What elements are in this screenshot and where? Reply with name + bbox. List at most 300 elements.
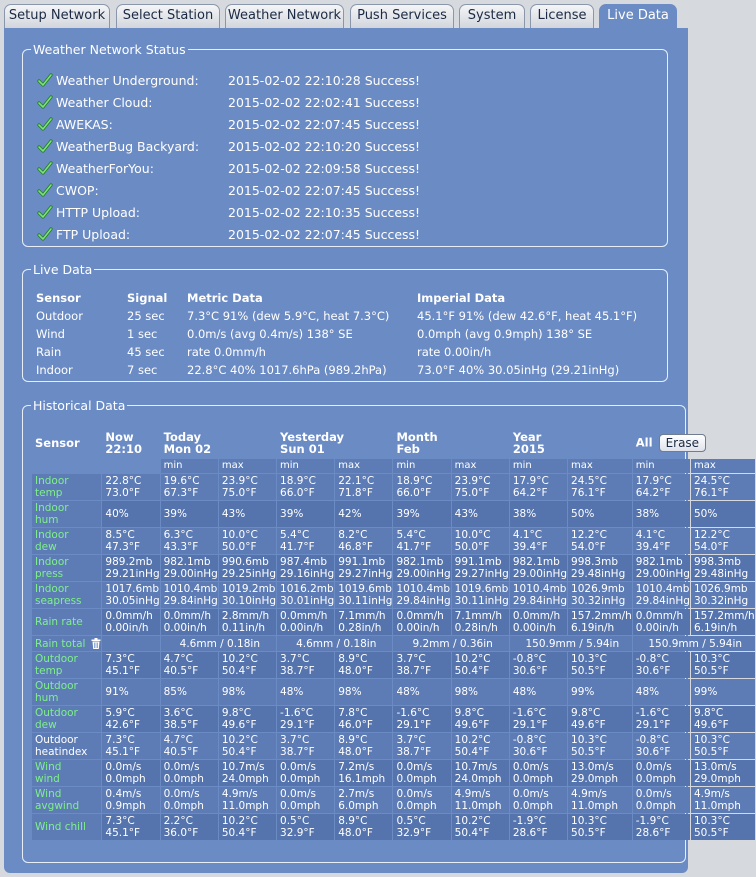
cell-line: 50.4°F: [454, 665, 490, 677]
cell-line: 50.4°F: [221, 827, 257, 839]
min-value: [510, 501, 567, 527]
hist-row-label: [32, 679, 101, 705]
now-value: [102, 814, 159, 840]
min-value: [393, 582, 450, 608]
cell-line: Wind chill: [35, 821, 86, 833]
cell-line: 38.7°F: [396, 665, 432, 677]
min-value: [633, 555, 690, 581]
max-value: [452, 582, 509, 608]
max-value: [335, 555, 392, 581]
cell-line: 30.32inHg: [571, 595, 626, 607]
cell-line: 9.8°C: [454, 707, 484, 719]
hist-row-label: [32, 760, 101, 786]
cell-line: 39.4°F: [635, 541, 671, 553]
cell-line: 0.11in/h: [221, 622, 265, 634]
cell-line: 998.3mb: [571, 556, 618, 568]
cell-line: 10.3°C: [693, 734, 730, 746]
period-sublabel: Mon 02: [163, 442, 212, 456]
live-signal-value: 1 sec: [127, 327, 158, 341]
cell-line: 39%: [396, 508, 420, 520]
cell-line: 0.0m/s: [635, 788, 672, 800]
live-imperial-value: 45.1°F 91% (dew 42.6°F, heat 45.1°F): [417, 309, 638, 323]
max-value: [219, 555, 276, 581]
cell-line: 4.9m/s: [693, 788, 730, 800]
cell-line: 18.9°C: [396, 475, 433, 487]
cell-line: 50.5°F: [571, 746, 606, 758]
min-value: [393, 474, 450, 500]
checkmark-icon: [37, 160, 53, 176]
cell-line: 29.00inHg: [635, 568, 690, 580]
cell-line: 3.7°C: [396, 734, 426, 746]
hist-header-sensor: Sensor: [35, 436, 80, 450]
cell-line: 991.1mb: [338, 556, 386, 568]
cell-line: 989.2mb: [105, 556, 153, 568]
min-value: [277, 706, 334, 732]
period-label: Month: [396, 430, 438, 444]
max-value: [691, 609, 755, 635]
cell-line: 98%: [454, 686, 478, 698]
cell-line: 38.7°F: [280, 746, 315, 758]
min-value: [510, 609, 567, 635]
network-status: 2015-02-02 22:10:20 Success!: [228, 139, 421, 154]
cell-line: 22.1°C: [338, 475, 375, 487]
now-value: [102, 706, 159, 732]
cell-line: 4.9m/s: [221, 788, 258, 800]
cell-line: 41.7°F: [280, 541, 315, 553]
weather-network-row: [37, 181, 637, 201]
min-value: [633, 679, 690, 705]
hist-row: [32, 652, 755, 678]
cell-line: 5.9°C: [105, 707, 135, 719]
cell-line: 10.3°C: [571, 815, 608, 827]
period-label: All: [635, 435, 653, 450]
cell-line: 7.2m/s: [338, 761, 375, 773]
cell-line: 0.0m/s: [512, 788, 549, 800]
max-value: [691, 555, 755, 581]
cell-line: temp: [35, 487, 63, 499]
max-value: [691, 733, 755, 759]
cell-line: 46.0°F: [338, 719, 373, 731]
network-status: 2015-02-02 22:10:28 Success!: [228, 73, 421, 88]
min-value: [161, 787, 218, 813]
cell-line: 6.3°C: [163, 529, 193, 541]
hist-header-period: [393, 428, 508, 458]
erase-button[interactable]: Erase: [659, 434, 707, 452]
cell-line: 29.1°F: [396, 719, 432, 731]
min-value: [277, 760, 334, 786]
cell-line: 0.0m/s: [280, 788, 316, 800]
cell-line: 2.8mm/h: [221, 610, 270, 622]
cell-line: 0.00in/h: [280, 622, 324, 634]
cell-line: -1.6°C: [512, 707, 546, 719]
hist-row: [32, 706, 755, 732]
hist-row-label: [32, 636, 101, 651]
cell-line: 990.6mb: [221, 556, 269, 568]
min-value: [393, 528, 450, 554]
cell-line: 50.0°F: [221, 541, 257, 553]
tab-system[interactable]: System: [459, 4, 525, 28]
cell-line: 982.1mb: [512, 556, 560, 568]
max-value: [452, 787, 509, 813]
min-value: [633, 652, 690, 678]
checkmark-icon: [37, 204, 53, 220]
hist-row: [32, 679, 755, 705]
now-value: [102, 760, 159, 786]
cell-line: 64.2°F: [512, 487, 548, 499]
min-value: [277, 787, 334, 813]
cell-line: Indoor: [35, 556, 69, 568]
min-value: [161, 814, 218, 840]
max-value: [568, 474, 632, 500]
cell-line: hum: [35, 692, 59, 704]
cell-line: 9.8°C: [693, 707, 724, 719]
checkmark-icon: [37, 94, 53, 110]
cell-line: 67.3°F: [163, 487, 199, 499]
cell-line: 43%: [454, 508, 478, 520]
cell-line: 24.0mph: [454, 773, 502, 785]
hist-row-label: [32, 733, 101, 759]
cell-line: 157.2mm/h: [693, 610, 755, 622]
live-imperial-value: rate 0.00in/h: [417, 345, 492, 359]
cell-line: 11.0mph: [693, 800, 741, 812]
max-value: [335, 609, 392, 635]
max-value: [219, 501, 276, 527]
min-value: [161, 679, 218, 705]
cell-line: 29.16inHg: [280, 568, 335, 580]
cell-line: 30.6°F: [512, 746, 548, 758]
live-header-sensor: Sensor: [36, 291, 81, 305]
max-value: [335, 501, 392, 527]
max-value: [452, 501, 509, 527]
checkmark-icon: [37, 138, 53, 154]
cell-line: 29.00inHg: [512, 568, 568, 580]
cell-line: 38.7°F: [280, 665, 315, 677]
max-value: [335, 582, 392, 608]
max-value: [219, 609, 276, 635]
cell-line: 0.0mph: [280, 800, 321, 812]
hist-row-label: [32, 787, 101, 813]
cell-line: 29.25inHg: [221, 568, 277, 580]
cell-line: -0.8°C: [635, 734, 669, 746]
max-value: [452, 679, 509, 705]
cell-line: 29.48inHg: [571, 568, 626, 580]
min-value: [161, 733, 218, 759]
max-value: [691, 814, 755, 840]
network-name: FTP Upload:: [56, 227, 131, 242]
cell-line: wind: [35, 773, 60, 785]
max-value: [568, 679, 632, 705]
cell-line: 987.4mb: [280, 556, 327, 568]
max-header: max: [219, 459, 276, 473]
cell-line: 10.2°C: [454, 734, 491, 746]
network-name: CWOP:: [56, 183, 99, 198]
cell-line: Indoor: [35, 583, 69, 595]
cell-line: 982.1mb: [163, 556, 211, 568]
cell-line: -1.6°C: [635, 707, 669, 719]
cell-line: 19.6°C: [163, 475, 200, 487]
cell-line: 45.1°F: [105, 746, 141, 758]
cell-line: 10.3°C: [571, 734, 608, 746]
cell-line: hum: [35, 514, 59, 526]
cell-line: 30.10inHg: [221, 595, 277, 607]
now-value: [102, 555, 159, 581]
cell-line: 1017.6mb: [105, 583, 160, 595]
cell-line: 45.1°F: [105, 827, 141, 839]
cell-line: 29.00inHg: [396, 568, 451, 580]
cell-line: 0.0m/s: [280, 761, 316, 773]
tab-select-station[interactable]: Select Station: [116, 4, 220, 28]
hist-row-label: [32, 528, 101, 554]
network-name: HTTP Upload:: [56, 205, 140, 220]
cell-line: 0.0mm/h: [512, 610, 561, 622]
cell-line: 11.0mph: [221, 800, 269, 812]
live-header-imperial: Imperial Data: [417, 291, 506, 305]
cell-line: 6.19in/h: [693, 622, 738, 634]
cell-line: 13.0m/s: [693, 761, 737, 773]
min-value: [510, 760, 567, 786]
max-value: [335, 706, 392, 732]
cell-line: 50.4°F: [221, 665, 257, 677]
cell-line: 12.2°C: [571, 529, 608, 541]
max-value: [452, 706, 509, 732]
weather-network-status-section: [22, 42, 668, 247]
cell-line: 982.1mb: [635, 556, 683, 568]
max-header: max: [568, 459, 632, 473]
cell-line: 50.4°F: [454, 827, 490, 839]
network-status: 2015-02-02 22:07:45 Success!: [228, 183, 421, 198]
cell-line: 29.1°F: [512, 719, 548, 731]
cell-line: 98%: [338, 686, 362, 698]
min-value: [277, 582, 334, 608]
cell-line: 1010.4mb: [635, 583, 690, 595]
network-status: 2015-02-02 22:09:58 Success!: [228, 161, 421, 176]
cell-line: 4.1°C: [635, 529, 666, 541]
live-metric-value: 22.8°C 40% 1017.6hPa (989.2hPa): [187, 363, 387, 377]
hist-row-label: [32, 555, 101, 581]
min-header: min: [277, 459, 334, 473]
min-value: [510, 787, 567, 813]
cell-line: 39%: [280, 508, 304, 520]
cell-line: -0.8°C: [635, 653, 669, 665]
cell-line: 50.4°F: [454, 746, 490, 758]
hist-row-label: [32, 582, 101, 608]
cell-line: 4.9m/s: [454, 788, 491, 800]
min-value: [277, 474, 334, 500]
network-name: WeatherForYou:: [56, 161, 154, 176]
tab-license[interactable]: License: [530, 4, 594, 28]
max-value: [219, 733, 276, 759]
cell-line: Wind: [35, 761, 62, 773]
checkmark-icon: [37, 72, 53, 88]
trash-icon[interactable]: [91, 638, 101, 649]
min-value: [161, 582, 218, 608]
cell-line: 1010.4mb: [512, 583, 567, 595]
max-value: [691, 787, 755, 813]
min-value: [633, 582, 690, 608]
max-value: [452, 652, 509, 678]
cell-line: 0.0mph: [396, 800, 437, 812]
cell-line: 8.2°C: [338, 529, 368, 541]
cell-line: 0.0mph: [163, 773, 204, 785]
cell-line: 6.19in/h: [571, 622, 615, 634]
cell-line: 30.01inHg: [280, 595, 335, 607]
cell-line: 30.6°F: [635, 665, 671, 677]
max-value: [335, 652, 392, 678]
cell-line: -1.6°C: [280, 707, 314, 719]
tab-push-services[interactable]: Push Services: [350, 4, 454, 28]
cell-line: 29.84inHg: [163, 595, 218, 607]
hist-header-period: [102, 428, 159, 458]
cell-line: 1016.2mb: [280, 583, 334, 595]
min-header: min: [633, 459, 690, 473]
cell-line: 0.0mm/h: [635, 610, 684, 622]
tab-live-data[interactable]: Live Data: [599, 4, 677, 29]
cell-line: 50.0°F: [454, 541, 490, 553]
max-value: [568, 706, 632, 732]
max-value: [568, 501, 632, 527]
cell-line: avgwind: [35, 800, 80, 812]
cell-line: 29.84inHg: [396, 595, 451, 607]
cell-line: 29.27inHg: [454, 568, 509, 580]
max-value: [335, 760, 392, 786]
tab-setup-network[interactable]: Setup Network: [4, 4, 110, 28]
network-name: WeatherBug Backyard:: [56, 139, 200, 154]
cell-line: 49.6°F: [693, 719, 729, 731]
historical-data-table: [31, 427, 756, 841]
weather-network-status-legend: Weather Network Status: [33, 42, 186, 57]
hist-row-label: [32, 814, 101, 840]
weather-network-row: [37, 93, 637, 113]
hist-row: [32, 814, 755, 840]
max-value: [452, 609, 509, 635]
max-value: [691, 679, 755, 705]
cell-line: 4.7°C: [163, 653, 193, 665]
cell-line: 48%: [396, 686, 420, 698]
min-value: [393, 706, 450, 732]
cell-line: 48.0°F: [338, 827, 373, 839]
cell-line: 24.5°C: [693, 475, 730, 487]
hist-row: [32, 733, 755, 759]
cell-line: 38%: [512, 508, 537, 520]
cell-line: heatindex: [35, 746, 88, 758]
cell-line: 0.5°C: [280, 815, 310, 827]
cell-line: 28.6°F: [635, 827, 671, 839]
cell-line: 991.1mb: [454, 556, 502, 568]
max-value: [219, 787, 276, 813]
checkmark-icon: [37, 116, 53, 132]
cell-line: 6.0mph: [338, 800, 379, 812]
cell-line: -0.8°C: [512, 653, 546, 665]
cell-line: 16.1mph: [338, 773, 386, 785]
cell-line: Indoor: [35, 502, 69, 514]
min-value: [510, 706, 567, 732]
cell-line: 50.5°F: [571, 665, 606, 677]
cell-line: 75.0°F: [454, 487, 490, 499]
min-value: [277, 679, 334, 705]
cell-line: 99%: [693, 686, 718, 698]
max-header: max: [691, 459, 755, 473]
cell-line: 64.2°F: [635, 487, 671, 499]
cell-line: 36.0°F: [163, 827, 199, 839]
max-value: [219, 679, 276, 705]
max-value: [691, 528, 755, 554]
hist-row: [32, 474, 755, 500]
cell-line: Wind: [35, 788, 62, 800]
min-header: min: [510, 459, 567, 473]
network-status: 2015-02-02 22:02:41 Success!: [228, 95, 421, 110]
cell-line: 30.32inHg: [693, 595, 749, 607]
cell-line: 0.0m/s: [163, 788, 200, 800]
now-value: [102, 652, 159, 678]
cell-line: 48%: [280, 686, 304, 698]
cell-line: 1010.4mb: [396, 583, 451, 595]
cell-line: 40.5°F: [163, 746, 199, 758]
cell-line: 10.3°C: [693, 815, 730, 827]
hist-row-label: [32, 474, 101, 500]
period-label: Today: [163, 430, 201, 444]
min-value: [633, 609, 690, 635]
live-data-section: [22, 262, 668, 382]
max-value: [335, 787, 392, 813]
tab-weather-network[interactable]: Weather Network: [225, 4, 344, 28]
now-value: [102, 501, 159, 527]
min-value: [161, 501, 218, 527]
max-value: [219, 474, 276, 500]
cell-line: -0.8°C: [512, 734, 546, 746]
hist-header-period: [510, 428, 632, 458]
min-value: [393, 555, 450, 581]
hist-header-all: [633, 428, 755, 458]
min-value: [393, 733, 450, 759]
cell-line: 0.0mm/h: [105, 610, 153, 622]
checkmark-icon: [37, 226, 53, 242]
period-sublabel: Feb: [396, 442, 420, 456]
cell-line: 29.1°F: [280, 719, 315, 731]
min-value: [393, 679, 450, 705]
cell-line: 7.8°C: [338, 707, 368, 719]
cell-line: 18.9°C: [280, 475, 316, 487]
cell-line: Rain total: [35, 637, 86, 650]
cell-line: 29.1°F: [635, 719, 671, 731]
cell-line: 10.7m/s: [221, 761, 265, 773]
min-value: [393, 652, 450, 678]
cell-line: 10.0°C: [454, 529, 491, 541]
cell-line: temp: [35, 665, 63, 677]
max-value: [452, 760, 509, 786]
cell-line: 76.1°F: [571, 487, 606, 499]
cell-line: 66.0°F: [280, 487, 315, 499]
network-status: 2015-02-02 22:10:35 Success!: [228, 205, 421, 220]
cell-line: 0.0mm/h: [396, 610, 444, 622]
cell-line: 3.7°C: [280, 653, 310, 665]
cell-line: 43.3°F: [163, 541, 199, 553]
cell-line: 0.4m/s: [105, 788, 142, 800]
cell-line: 0.00in/h: [163, 622, 207, 634]
cell-line: 0.0mph: [105, 773, 146, 785]
network-status: 2015-02-02 22:07:45 Success!: [228, 117, 421, 132]
cell-line: 0.0mph: [163, 800, 204, 812]
max-value: [452, 814, 509, 840]
max-header: max: [335, 459, 392, 473]
cell-line: 85%: [163, 686, 187, 698]
cell-line: 0.0m/s: [635, 761, 672, 773]
min-value: [161, 555, 218, 581]
cell-line: 0.0mph: [396, 773, 437, 785]
cell-line: 10.3°C: [571, 653, 608, 665]
max-value: [219, 760, 276, 786]
cell-line: 48.0°F: [338, 746, 373, 758]
max-value: [219, 652, 276, 678]
